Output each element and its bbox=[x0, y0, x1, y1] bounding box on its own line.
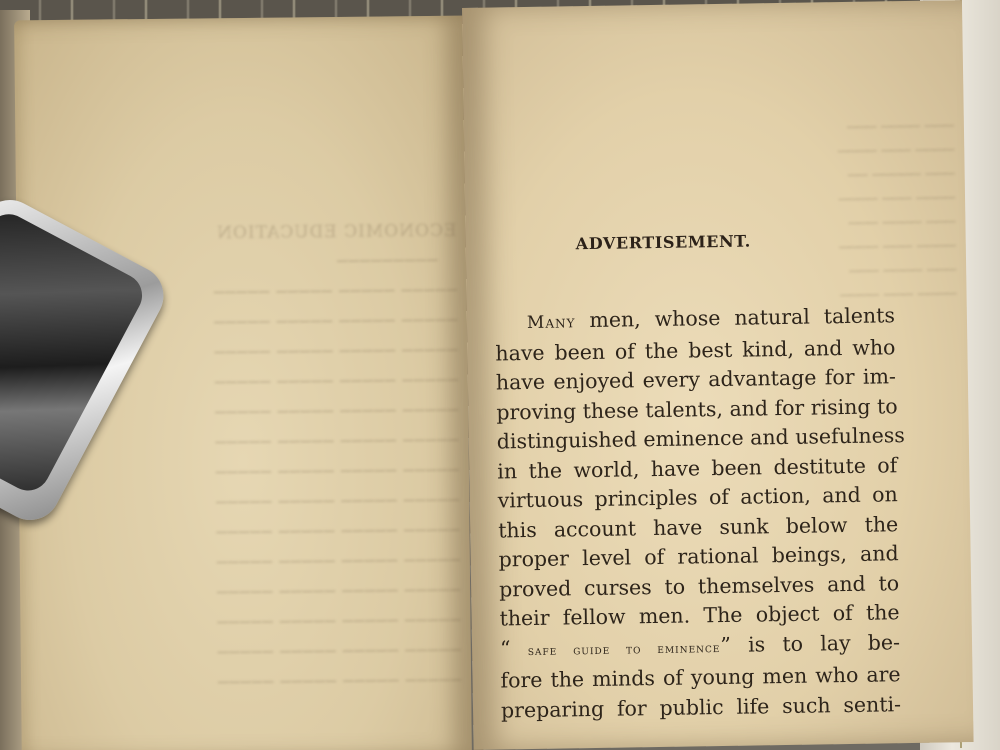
text-line-6: in the world, have been destitute of bbox=[497, 452, 898, 484]
book-title-smallcaps: safe guide to eminence bbox=[527, 640, 721, 659]
advertisement-body bbox=[495, 301, 905, 725]
text-line-10: proved curses to themselves and to bbox=[498, 570, 900, 601]
text-line-4: proving these talents, and for rising to bbox=[496, 393, 898, 425]
text-line-5: distinguished eminence and usefulness bbox=[496, 423, 905, 454]
text-line-7: virtuous principles of action, and on bbox=[497, 482, 898, 513]
bleed-through-text-right: ─── ──── ─── ──── ─── ──── ─── ───── ── ──── ─── ──── ─── ──── ─── ──── ─── ──── ─── ──── ─── ──── ─── ──── bbox=[838, 92, 957, 306]
text-line-13: fore the minds of young men who are bbox=[500, 662, 901, 693]
page-heading: ADVERTISEMENT. bbox=[575, 231, 751, 254]
open-quote: “ bbox=[499, 635, 511, 660]
text-line-8: this account have sunk below the bbox=[498, 511, 899, 542]
text-line-11: their fellow men. The object of the bbox=[499, 600, 900, 631]
text-line-9: proper level of rational beings, and bbox=[498, 541, 899, 572]
bleed-through-text: ECONOMIC EDUCATION ───────── ───── ───── ───── ───── ───── ───── ───── ───── ───── ───── ───── ───── ───── ───── ───── ───── ───── ───── ───── ───── ───── ───── ───── ───── ───── ───── ───── ───── ───── ───── ───── ───── ───── ───── ───── ───── ───── ───── ───── ───── ───── ───── ───── ───── ───── ───── ───── ───── ───── ───── ───── ───── ───── ───── ───── ───── bbox=[212, 190, 462, 694]
text-line-1-rest: men, whose natural talents bbox=[575, 303, 896, 333]
text-line-2: have been of the best kind, and who bbox=[495, 334, 896, 366]
text-line-3: have enjoyed every advantage for im- bbox=[495, 364, 897, 395]
text-line-14: preparing for public life such senti- bbox=[500, 691, 902, 722]
drop-word: Many bbox=[526, 312, 576, 334]
text-line-12-rest: ” is to lay be- bbox=[720, 629, 901, 657]
right-page bbox=[462, 0, 974, 750]
